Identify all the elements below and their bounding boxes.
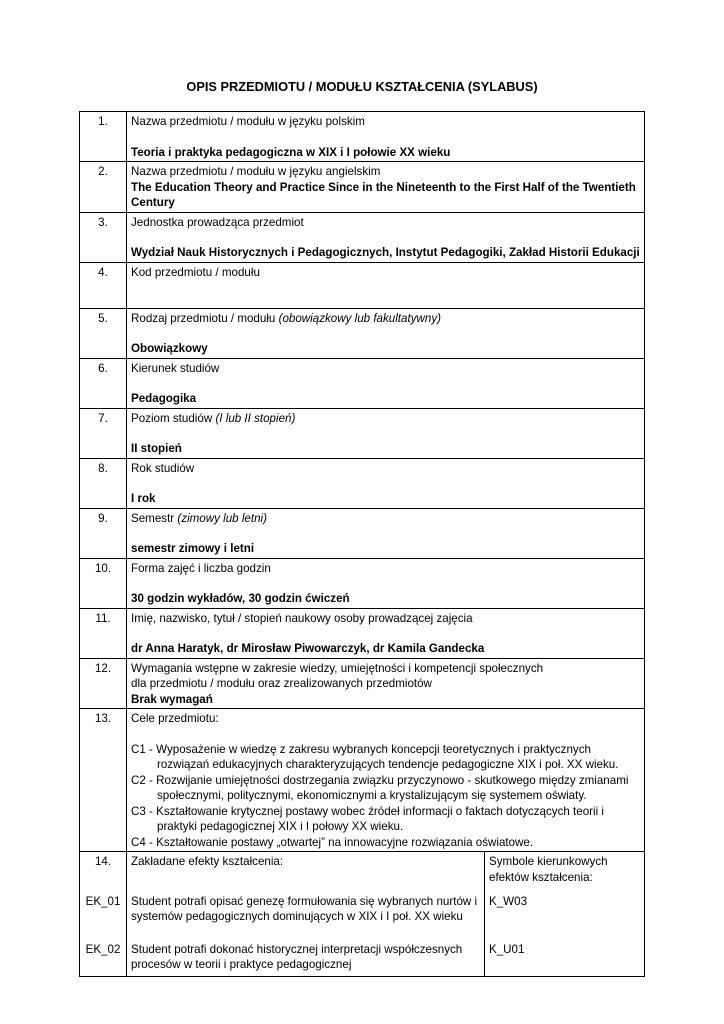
row-3 <box>80 212 645 262</box>
row-number: 14. <box>80 852 127 892</box>
field-label: Rodzaj przedmiotu / modułu <box>131 311 276 325</box>
field-value: The Education Theory and Practice Since in the Nineteenth to the First Half of the Twentieth Century <box>131 180 636 209</box>
row-content <box>127 558 645 608</box>
effect-text: Student potrafi dokonać historycznej interpretacji współczesnych procesów w teorii i praktyce pedagogicznej <box>127 940 485 977</box>
row-content <box>127 212 645 262</box>
field-value: Obowiązkowy <box>131 342 208 355</box>
row-8 <box>80 458 645 508</box>
row-number: 6. <box>80 358 127 408</box>
row-number: 8. <box>80 458 127 508</box>
row-number: 12. <box>80 658 127 709</box>
goal-c3: C3 - Kształtowanie krytycznej postawy wobec źródeł informacji o faktach dotyczących teorii i praktyki pedagogicznej XIX i I połowy XX wieku. <box>131 804 604 833</box>
effect-code: EK_01 <box>80 892 127 940</box>
field-value: Teoria i praktyka pedagogiczna w XIX i I połowie XX wieku <box>131 145 451 159</box>
row-4 <box>80 262 645 308</box>
row-6 <box>80 358 645 408</box>
row-number: 9. <box>80 508 127 558</box>
row-9 <box>80 508 645 558</box>
row-11 <box>80 608 645 658</box>
row-1 <box>80 112 645 162</box>
field-value: dr Anna Haratyk, dr Mirosław Piwowarczyk, dr Kamila Gandecka <box>131 642 485 655</box>
goal-c4: C4 - Kształtowanie postawy „otwartej” na innowacyjne rozwiązania oświatowe. <box>131 835 534 849</box>
document-title: OPIS PRZEDMIOTU / MODUŁU KSZTAŁCENIA (SYLABUS) <box>186 79 538 94</box>
field-label-note: (I lub II stopień) <box>215 411 296 425</box>
field-label: Rok studiów <box>131 461 195 475</box>
goal-c1: C1 - Wyposażenie w wiedzę z zakresu wybranych koncepcji teoretycznych i praktycznych rozwiązań edukacyjnych charakteryzujących tendencje pedagogiczne XIX i poł. XX wieku. <box>131 742 619 771</box>
row-5 <box>80 308 645 358</box>
row-number: 3. <box>80 212 127 262</box>
row-content <box>127 608 645 658</box>
effects-label: Zakładane efekty kształcenia: <box>127 852 485 892</box>
row-10 <box>80 558 645 608</box>
effect-text: Student potrafi opisać genezę formułowania się wybranych nurtów i systemów pedagogicznych dominujących w XIX i I poł. XX wieku <box>127 892 485 940</box>
syllabus-table <box>79 111 645 977</box>
row-number: 2. <box>80 162 127 213</box>
field-label: Kierunek studiów <box>131 361 220 375</box>
row-number: 10. <box>80 558 127 608</box>
goal-c2: C2 - Rozwijanie umiejętności dostrzegania związku przyczynowo - skutkowego między zmianami społecznymi, politycznymi, ekonomicznymi a krystalizującym się systemem oświaty. <box>131 773 629 802</box>
field-label-continued: dla przedmiotu / modułu oraz zrealizowanych przedmiotów <box>131 677 432 690</box>
row-content <box>127 458 645 508</box>
row-content <box>127 508 645 558</box>
row-12 <box>80 658 645 709</box>
field-label: Poziom studiów <box>131 411 213 425</box>
row-number: 5. <box>80 308 127 358</box>
goals-label: Cele przedmiotu: <box>131 712 219 725</box>
row-number: 4. <box>80 262 127 308</box>
row-content <box>127 162 645 213</box>
effect-row-ek02 <box>80 940 645 977</box>
field-label: Forma zajęć i liczba godzin <box>131 561 271 575</box>
field-value: I rok <box>131 492 156 505</box>
field-value: Pedagogika <box>131 392 197 405</box>
field-value: 30 godzin wykładów, 30 godzin ćwiczeń <box>131 592 350 605</box>
field-label-note: (obowiązkowy lub fakultatywny) <box>278 311 441 325</box>
effect-symbol: K_U01 <box>485 940 645 977</box>
field-label: Semestr <box>131 511 175 525</box>
row-content <box>127 308 645 358</box>
symbols-header: Symbole kierunkowych efektów kształcenia: <box>485 852 645 892</box>
row-content <box>127 112 645 162</box>
row-2 <box>80 162 645 213</box>
field-value: II stopień <box>131 442 182 455</box>
field-label: Kod przedmiotu / modułu <box>131 265 260 279</box>
field-label: Wymagania wstępne w zakresie wiedzy, umiejętności i kompetencji społecznych <box>131 661 544 675</box>
field-label: Nazwa przedmiotu / modułu w języku polskim <box>131 115 365 128</box>
field-label-note: (zimowy lub letni) <box>177 511 267 525</box>
field-value: Brak wymagań <box>131 692 213 706</box>
row-number: 7. <box>80 408 127 458</box>
row-number: 11. <box>80 608 127 658</box>
goals-content <box>127 709 645 852</box>
row-7 <box>80 408 645 458</box>
field-value: semestr zimowy i letni <box>131 542 255 555</box>
row-content <box>127 408 645 458</box>
effect-symbol: K_W03 <box>485 892 645 940</box>
field-label: Nazwa przedmiotu / modułu w języku angielskim <box>131 165 381 178</box>
row-content <box>127 358 645 408</box>
row-13-goals <box>80 709 645 852</box>
field-label: Imię, nazwisko, tytuł / stopień naukowy osoby prowadzącej zajęcia <box>131 611 473 625</box>
row-number: 13. <box>80 709 127 852</box>
field-label: Jednostka prowadząca przedmiot <box>131 215 304 229</box>
field-value: Wydział Nauk Historycznych i Pedagogicznych, Instytut Pedagogiki, Zakład Historii Edukacji <box>131 246 640 259</box>
effect-row-ek01 <box>80 892 645 940</box>
row-content <box>127 262 645 308</box>
row-number: 1. <box>80 112 127 162</box>
row-14-effects-header <box>80 852 645 892</box>
effect-code: EK_02 <box>80 940 127 977</box>
row-content <box>127 658 645 709</box>
